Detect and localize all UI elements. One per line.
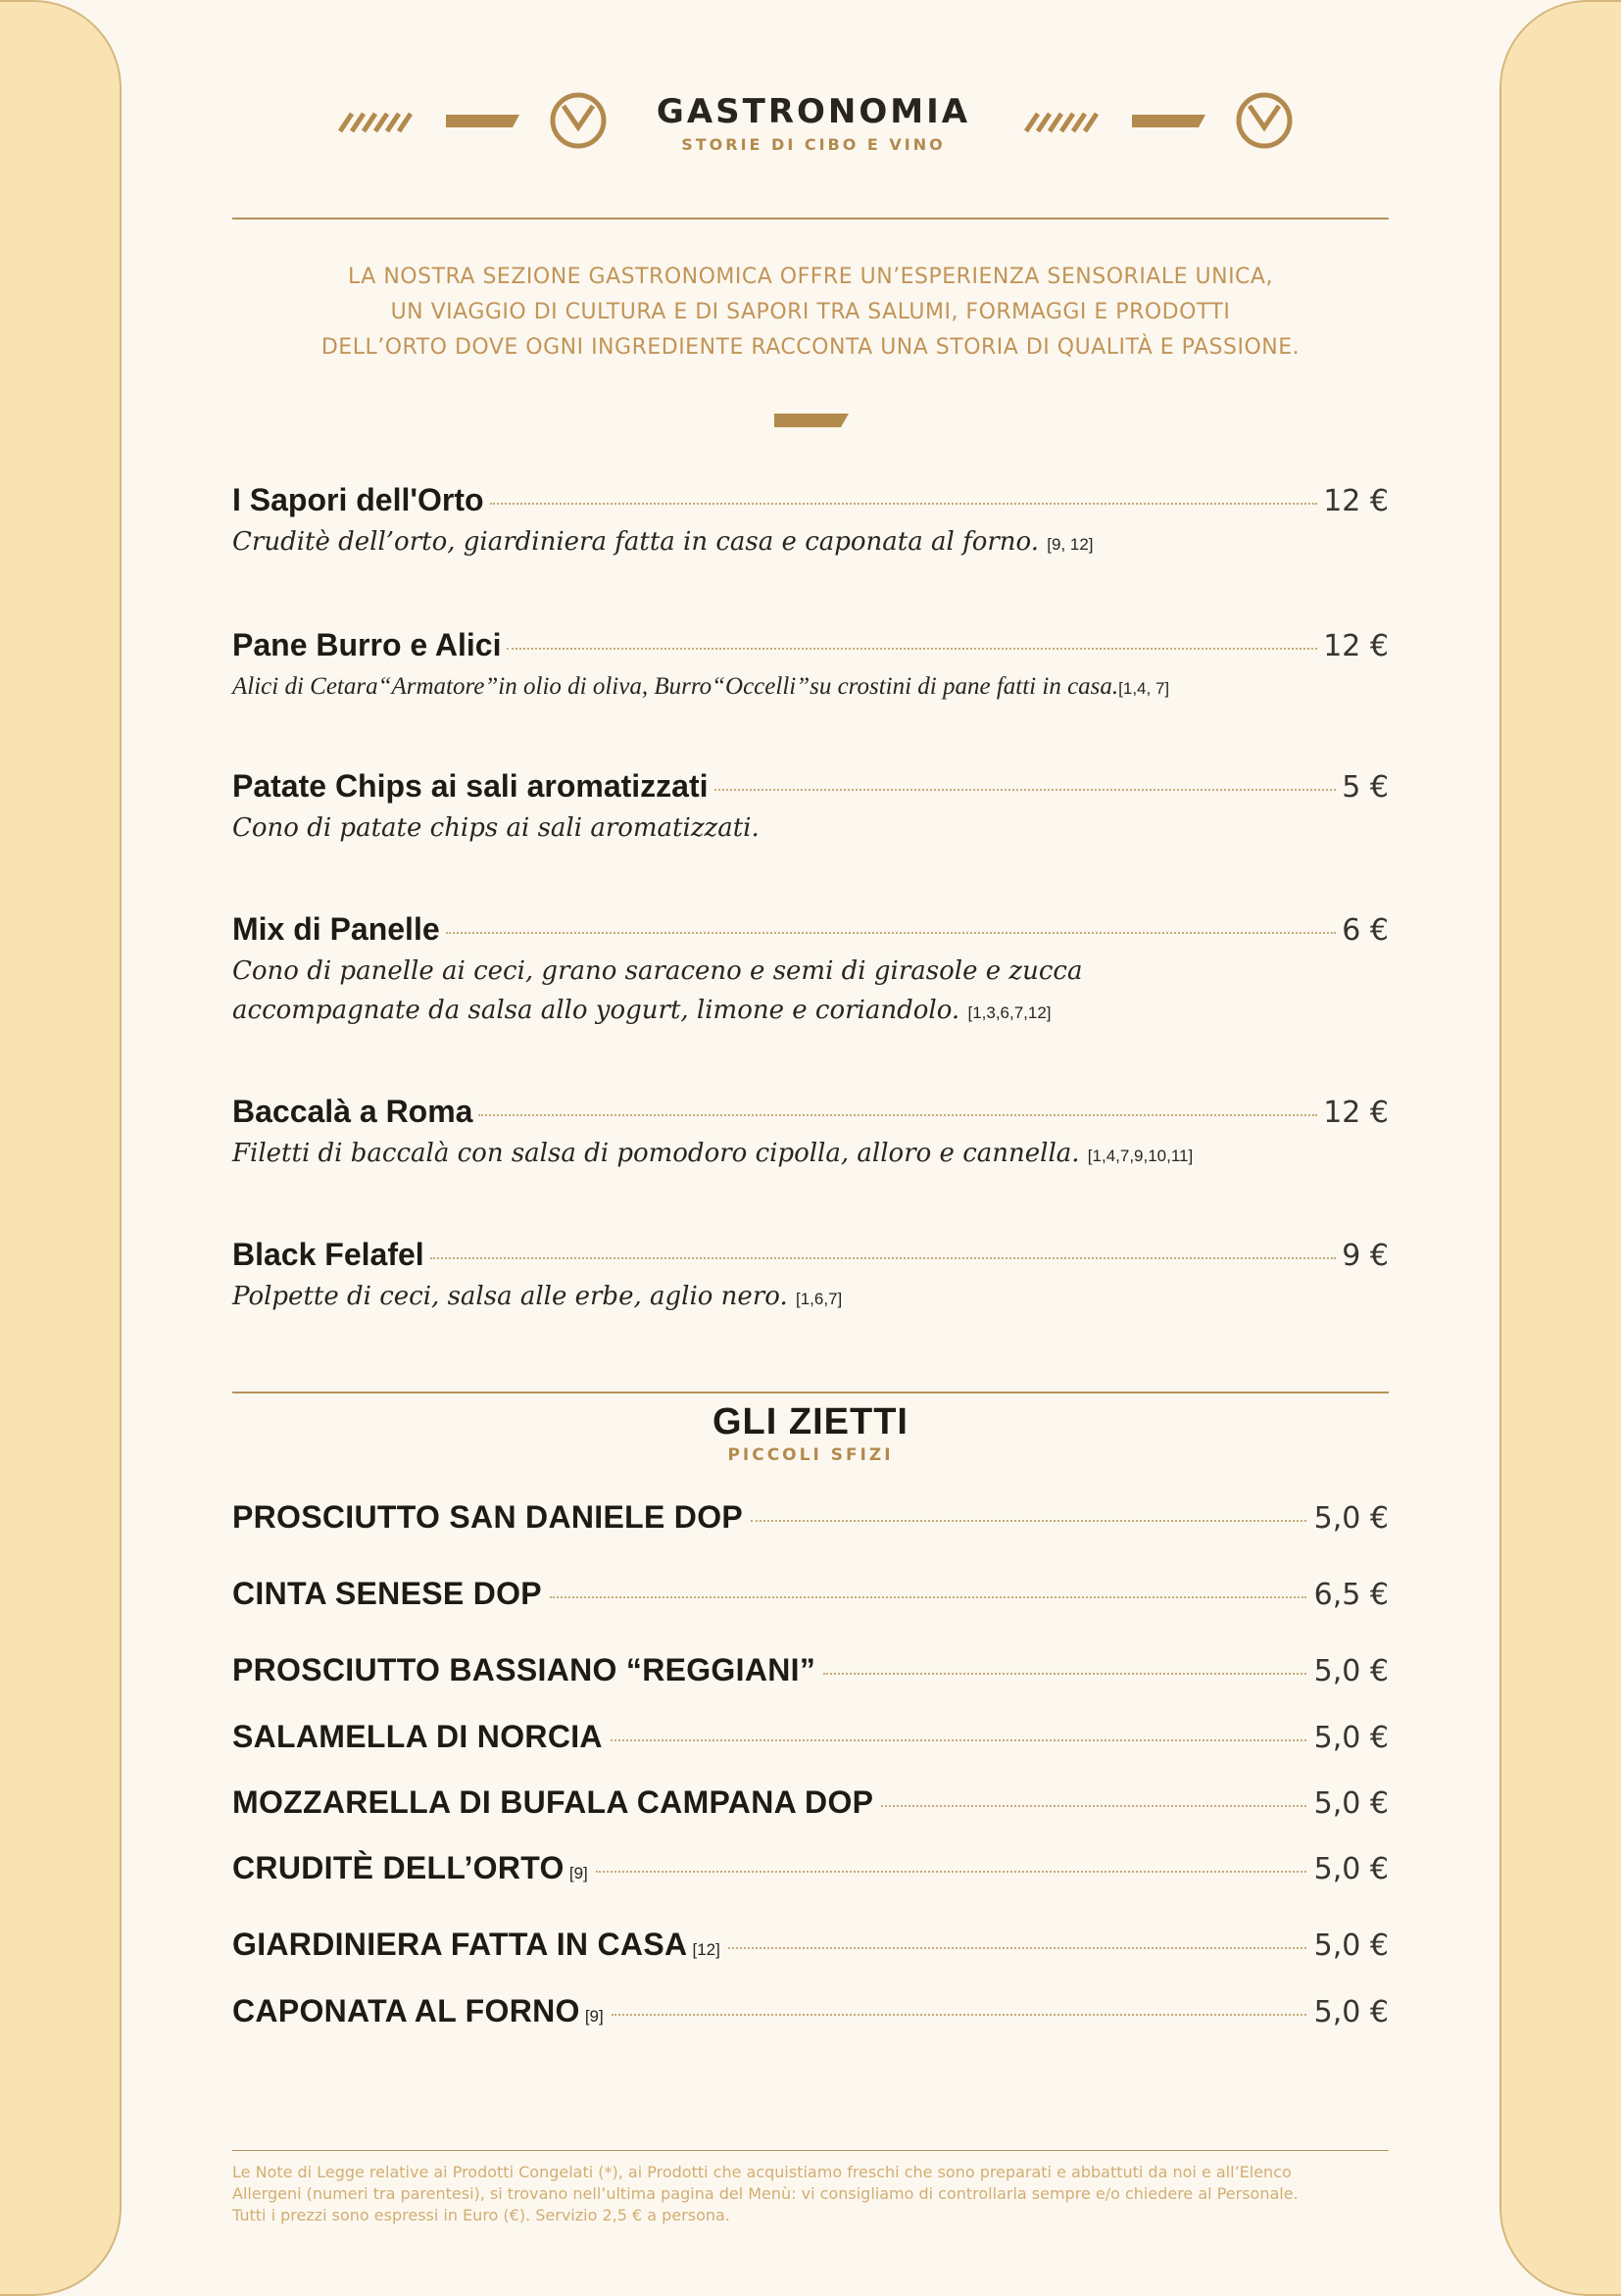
dot-leader	[823, 1673, 1306, 1675]
item-price: 5,0 €	[1313, 1929, 1389, 1963]
dish-description: Alici di Cetara“Armatore”in olio di oliva, Burro“Occelli”su crostini di pane fatti in casa.	[232, 673, 1119, 700]
dish-price: 12 €	[1323, 1096, 1389, 1130]
allergen-codes: [12]	[692, 1940, 720, 1959]
dot-leader	[430, 1257, 1337, 1259]
dot-leader	[446, 932, 1337, 934]
dot-leader	[490, 503, 1318, 505]
footer-notes	[232, 2162, 1389, 2226]
intro-text	[232, 260, 1389, 366]
dish-item	[232, 482, 1389, 563]
zietti-item	[232, 1850, 1389, 1893]
knife-ornament-icon	[446, 115, 519, 127]
item-price: 6,5 €	[1313, 1578, 1389, 1612]
zietti-item	[232, 1576, 1389, 1619]
dish-name: Mix di Panelle	[232, 911, 440, 947]
section-subtitle: PICCOLI SFIZI	[727, 1445, 894, 1465]
dish-description: Cono di panelle ai ceci, grano saraceno e semi di girasole e zucca	[232, 956, 1083, 986]
allergen-codes: [9]	[568, 1864, 588, 1882]
item-name: MOZZARELLA DI BUFALA CAMPANA DOP	[232, 1784, 874, 1820]
dish-description: Cruditè dell’orto, giardiniera fatta in casa e caponata al forno.	[232, 527, 1039, 557]
allergen-codes: [1,4, 7]	[1118, 679, 1170, 698]
allergen-codes: [1,4,7,9,10,11]	[1087, 1147, 1194, 1165]
header-ornament-left	[338, 88, 622, 157]
footer-divider	[232, 2150, 1389, 2151]
knife-ornament-icon	[1132, 115, 1205, 127]
dot-leader	[611, 1739, 1306, 1741]
dot-leader	[596, 1871, 1306, 1873]
item-price: 5,0 €	[1313, 1721, 1389, 1755]
header-ornament-right	[1024, 88, 1308, 157]
item-price: 5,0 €	[1313, 1501, 1389, 1536]
dish-price: 12 €	[1323, 629, 1389, 663]
dot-leader	[881, 1805, 1305, 1807]
dish-name: Black Felafel	[232, 1237, 424, 1272]
item-price: 5,0 €	[1313, 1786, 1389, 1821]
dish-price: 5 €	[1342, 770, 1389, 805]
item-name: PROSCIUTTO SAN DANIELE DOP	[232, 1499, 744, 1535]
dot-leader	[612, 2014, 1306, 2016]
item-name: CRUDITÈ DELL’ORTO	[232, 1850, 565, 1885]
intro-line: UN VIAGGIO DI CULTURA E DI SAPORI TRA SALUMI, FORMAGGI E PRODOTTI	[390, 300, 1231, 324]
zietti-item	[232, 1652, 1389, 1695]
dish-item	[232, 1094, 1389, 1175]
allergen-codes: [1,3,6,7,12]	[967, 1003, 1052, 1022]
dish-price: 6 €	[1342, 913, 1389, 948]
header-divider	[232, 218, 1389, 220]
allergen-codes: [1,6,7]	[795, 1290, 843, 1308]
item-name: CAPONATA AL FORNO	[232, 1993, 580, 2028]
dot-leader	[507, 648, 1317, 650]
dish-name: Patate Chips ai sali aromatizzati	[232, 768, 709, 804]
dish-description: Polpette di ceci, salsa alle erbe, aglio nero.	[232, 1282, 788, 1311]
dish-description-line2: accompagnate da salsa allo yogurt, limone e coriandolo.	[232, 996, 960, 1025]
item-name: GIARDINIERA FATTA IN CASA	[232, 1927, 688, 1962]
allergen-codes: [9, 12]	[1047, 535, 1094, 554]
dish-item	[232, 911, 1389, 1032]
dish-name: Pane Burro e Alici	[232, 627, 502, 662]
dish-item	[232, 768, 1389, 847]
dot-leader	[751, 1520, 1306, 1522]
footer-line: Le Note di Legge relative ai Prodotti Congelati (*), ai Prodotti che acquistiamo freschi che sono preparati e abbattuti da noi e all’Elenco	[232, 2163, 1292, 2181]
dot-leader	[714, 789, 1337, 791]
dish-price: 9 €	[1342, 1239, 1389, 1273]
intro-line: DELL’ORTO DOVE OGNI INGREDIENTE RACCONTA UNA STORIA DI QUALITÀ E PASSIONE.	[320, 335, 1301, 360]
page-subtitle: STORIE DI CIBO E VINO	[681, 135, 946, 154]
section-divider	[232, 1392, 1389, 1393]
footer-line: Tutti i prezzi sono espressi in Euro (€). Servizio 2,5 € a persona.	[232, 2206, 730, 2224]
menu-header	[0, 88, 1621, 157]
page-title: GASTRONOMIA	[656, 92, 971, 131]
dish-name: Baccalà a Roma	[232, 1094, 473, 1129]
item-name: PROSCIUTTO BASSIANO “REGGIANI”	[232, 1652, 816, 1687]
header-title-block	[627, 92, 1000, 154]
logo-v-icon	[564, 106, 593, 127]
zietti-item	[232, 1993, 1389, 2036]
item-price: 5,0 €	[1313, 1852, 1389, 1886]
item-name: SALAMELLA DI NORCIA	[232, 1719, 603, 1754]
dot-leader	[478, 1114, 1317, 1116]
dish-description: Cono di patate chips ai sali aromatizzati.	[232, 813, 760, 843]
item-name: CINTA SENESE DOP	[232, 1576, 542, 1611]
dish-description: Filetti di baccalà con salsa di pomodoro cipolla, alloro e cannella.	[232, 1139, 1080, 1168]
dot-leader	[728, 1947, 1306, 1949]
section-header	[232, 1401, 1389, 1465]
section-title: GLI ZIETTI	[712, 1401, 909, 1442]
zietti-item	[232, 1784, 1389, 1828]
footer-line: Allergeni (numeri tra parentesi), si trovano nell’ultima pagina del Menù: vi consigliamo di controllarla sempre e/o chiedere al Personale.	[232, 2184, 1299, 2203]
dish-item	[232, 1237, 1389, 1318]
dot-leader	[550, 1596, 1306, 1598]
intro-line: LA NOSTRA SEZIONE GASTRONOMICA OFFRE UN’ESPERIENZA SENSORIALE UNICA,	[348, 265, 1273, 289]
zietti-item	[232, 1499, 1389, 1542]
item-price: 5,0 €	[1313, 1995, 1389, 2029]
item-price: 5,0 €	[1313, 1654, 1389, 1688]
knife-divider-icon	[772, 410, 851, 433]
zietti-item	[232, 1927, 1389, 1970]
dish-name: I Sapori dell'Orto	[232, 482, 484, 517]
logo-v-icon	[1250, 106, 1279, 127]
dish-price: 12 €	[1323, 484, 1389, 518]
dish-item	[232, 627, 1389, 708]
zietti-item	[232, 1719, 1389, 1762]
allergen-codes: [9]	[584, 2007, 604, 2026]
